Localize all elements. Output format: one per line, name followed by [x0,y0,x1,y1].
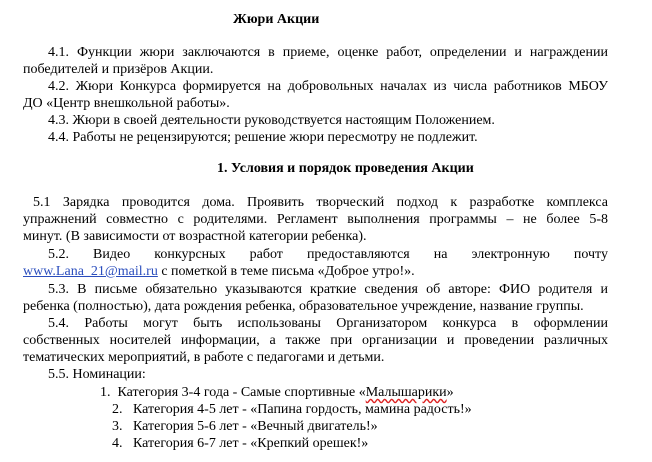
jury-paragraph-4-4: 4.4. Работы не рецензируются; решение жюри пересмотру не подлежит. [48,130,478,145]
jury-paragraph-4-1-line2: победителей и призёров Акции. [23,62,214,77]
condition-5-2-text: 5.2. Видео конкурсных работ предоставляются на электронную почту [48,247,608,262]
condition-5-3-line2: ребенка (полностью), дата рождения ребенка, образовательное учреждение, название группы. [23,299,584,314]
page-title: Жюри Акции [233,12,320,27]
nomination-number: 3. [112,419,123,434]
condition-5-1-line2: упражнений совместно с родителями. Регламент выполнения программы – не более 5-8 [23,212,608,227]
nomination-item [112,419,378,435]
nomination-number: 2. [112,402,123,417]
condition-5-1-line1: 5.1 Зарядка проводится дома. Проявить творческий подход к разработке комплекса [33,195,608,210]
nomination-text: Категория 3-4 года - Самые спортивные « [117,385,366,400]
nomination-item [112,402,472,418]
jury-paragraph-4-2-line2: ДО «Центр внешкольной работы». [23,96,230,111]
nomination-text: Категория 5-6 лет - «Вечный двигатель!» [133,419,378,434]
condition-5-3-line1: 5.3. В письме обязательно указываются краткие сведения об авторе: ФИО родителя и [48,282,608,297]
nomination-number: 4. [112,436,123,451]
condition-5-4-line1: 5.4. Работы могут быть использованы Организатором конкурса в оформлении [48,316,608,331]
jury-paragraph-4-1-line1: 4.1. Функции жюри заключаются в приеме, оценке работ, определении и награждении [48,45,608,60]
condition-5-5: 5.5. Номинации: [48,367,146,382]
condition-5-2-line2 [23,264,415,280]
email-note: с пометкой в теме письма «Доброе утро!». [157,264,415,279]
nomination-text: Категория 6-7 лет - «Крепкий орешек!» [133,436,369,451]
section-heading: 1. Условия и порядок проведения Акции [217,161,474,176]
nomination-item [112,436,368,452]
condition-5-4-line3: тематических мероприятий, в работе с педагогами и детьми. [23,350,385,365]
spellcheck-underlined-word: Малышарики [365,385,447,400]
condition-5-1-line3: минут. (В зависимости от возрастной категории ребенка). [23,229,367,244]
nomination-text-end: » [446,385,454,400]
nomination-text: Категория 4-5 лет - «Папина гордость, мамина радость!» [133,402,472,417]
nomination-item [100,385,454,401]
condition-5-2-line1 [48,247,608,263]
jury-paragraph-4-3: 4.3. Жюри в своей деятельности руководствуется настоящим Положением. [48,113,495,128]
email-link[interactable]: www.Lana_21@mail.ru [23,264,158,279]
condition-5-4-line2: собственных носителей информации, а также при организации и проведении различных [23,333,608,348]
nomination-number: 1. [100,385,111,400]
jury-paragraph-4-2-line1: 4.2. Жюри Конкурса формируется на добровольных началах из числа работников МБОУ [48,79,608,94]
